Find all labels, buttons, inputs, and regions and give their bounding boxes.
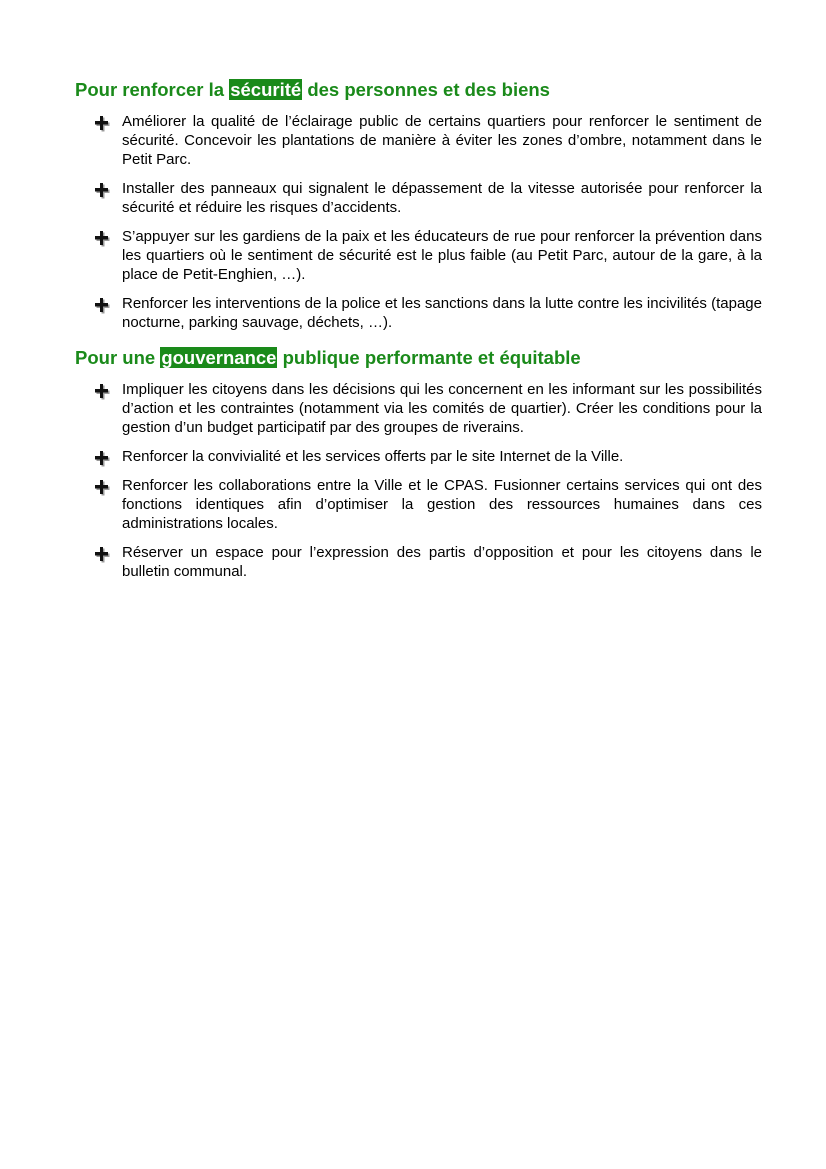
list-item	[0, 380, 826, 437]
section-title-highlight: sécurité	[230, 79, 302, 100]
section-title-text: publique performante et équitable	[277, 347, 581, 368]
list-item	[0, 543, 826, 581]
list-item	[0, 447, 826, 466]
plus-cross-icon	[92, 449, 110, 467]
section-title-text: Pour renforcer la	[75, 79, 230, 100]
list-item-text: S’appuyer sur les gardiens de la paix et les éducateurs de rue pour renforcer la prévention dans les quartiers où le sentiment de sécurité est le plus faible (au Petit Parc, autour de la gare, à la place de Petit-Enghien, …).	[122, 228, 762, 283]
list-item	[0, 294, 826, 332]
list-item	[0, 476, 826, 533]
plus-cross-icon	[92, 229, 110, 247]
section-title-securite	[75, 78, 550, 102]
list-item-text: Renforcer les interventions de la police et les sanctions dans la lutte contre les incivilités (tapage nocturne, parking sauvage, déchets, …).	[122, 295, 762, 331]
list-item-text: Renforcer la convivialité et les services offerts par le site Internet de la Ville.	[122, 448, 624, 465]
section-title-highlight: gouvernance	[161, 347, 277, 368]
section-title-text: des personnes et des biens	[302, 79, 550, 100]
list-item-text: Renforcer les collaborations entre la Ville et le CPAS. Fusionner certains services qui ont des fonctions identiques afin d’optimiser la gestion des ressources humaines dans ces administrations locales.	[122, 477, 762, 532]
plus-cross-icon	[92, 296, 110, 314]
list-item	[0, 112, 826, 169]
list-item-text: Impliquer les citoyens dans les décisions qui les concernent en les informant sur les possibilités d’action et les contraintes (notamment via les comités de quartier). Créer les conditions pour la gestion d’un budget participatif par des groupes de riverains.	[122, 381, 762, 436]
list-item-text: Installer des panneaux qui signalent le dépassement de la vitesse autorisée pour renforcer la sécurité et réduire les risques d’accidents.	[122, 180, 762, 216]
list-item	[0, 227, 826, 284]
list-item-text: Réserver un espace pour l’expression des partis d’opposition et pour les citoyens dans le bulletin communal.	[122, 544, 762, 580]
plus-cross-icon	[92, 382, 110, 400]
list-item-text: Améliorer la qualité de l’éclairage public de certains quartiers pour renforcer le sentiment de sécurité. Concevoir les plantations de manière à éviter les zones d’ombre, notamment dans le Petit Parc.	[122, 113, 762, 168]
section-title-gouvernance	[75, 346, 581, 370]
section-title-text: Pour une	[75, 347, 161, 368]
list-item	[0, 179, 826, 217]
plus-cross-icon	[92, 114, 110, 132]
plus-cross-icon	[92, 478, 110, 496]
plus-cross-icon	[92, 181, 110, 199]
section-list-gouvernance	[0, 380, 826, 591]
section-list-securite	[0, 112, 826, 342]
plus-cross-icon	[92, 545, 110, 563]
